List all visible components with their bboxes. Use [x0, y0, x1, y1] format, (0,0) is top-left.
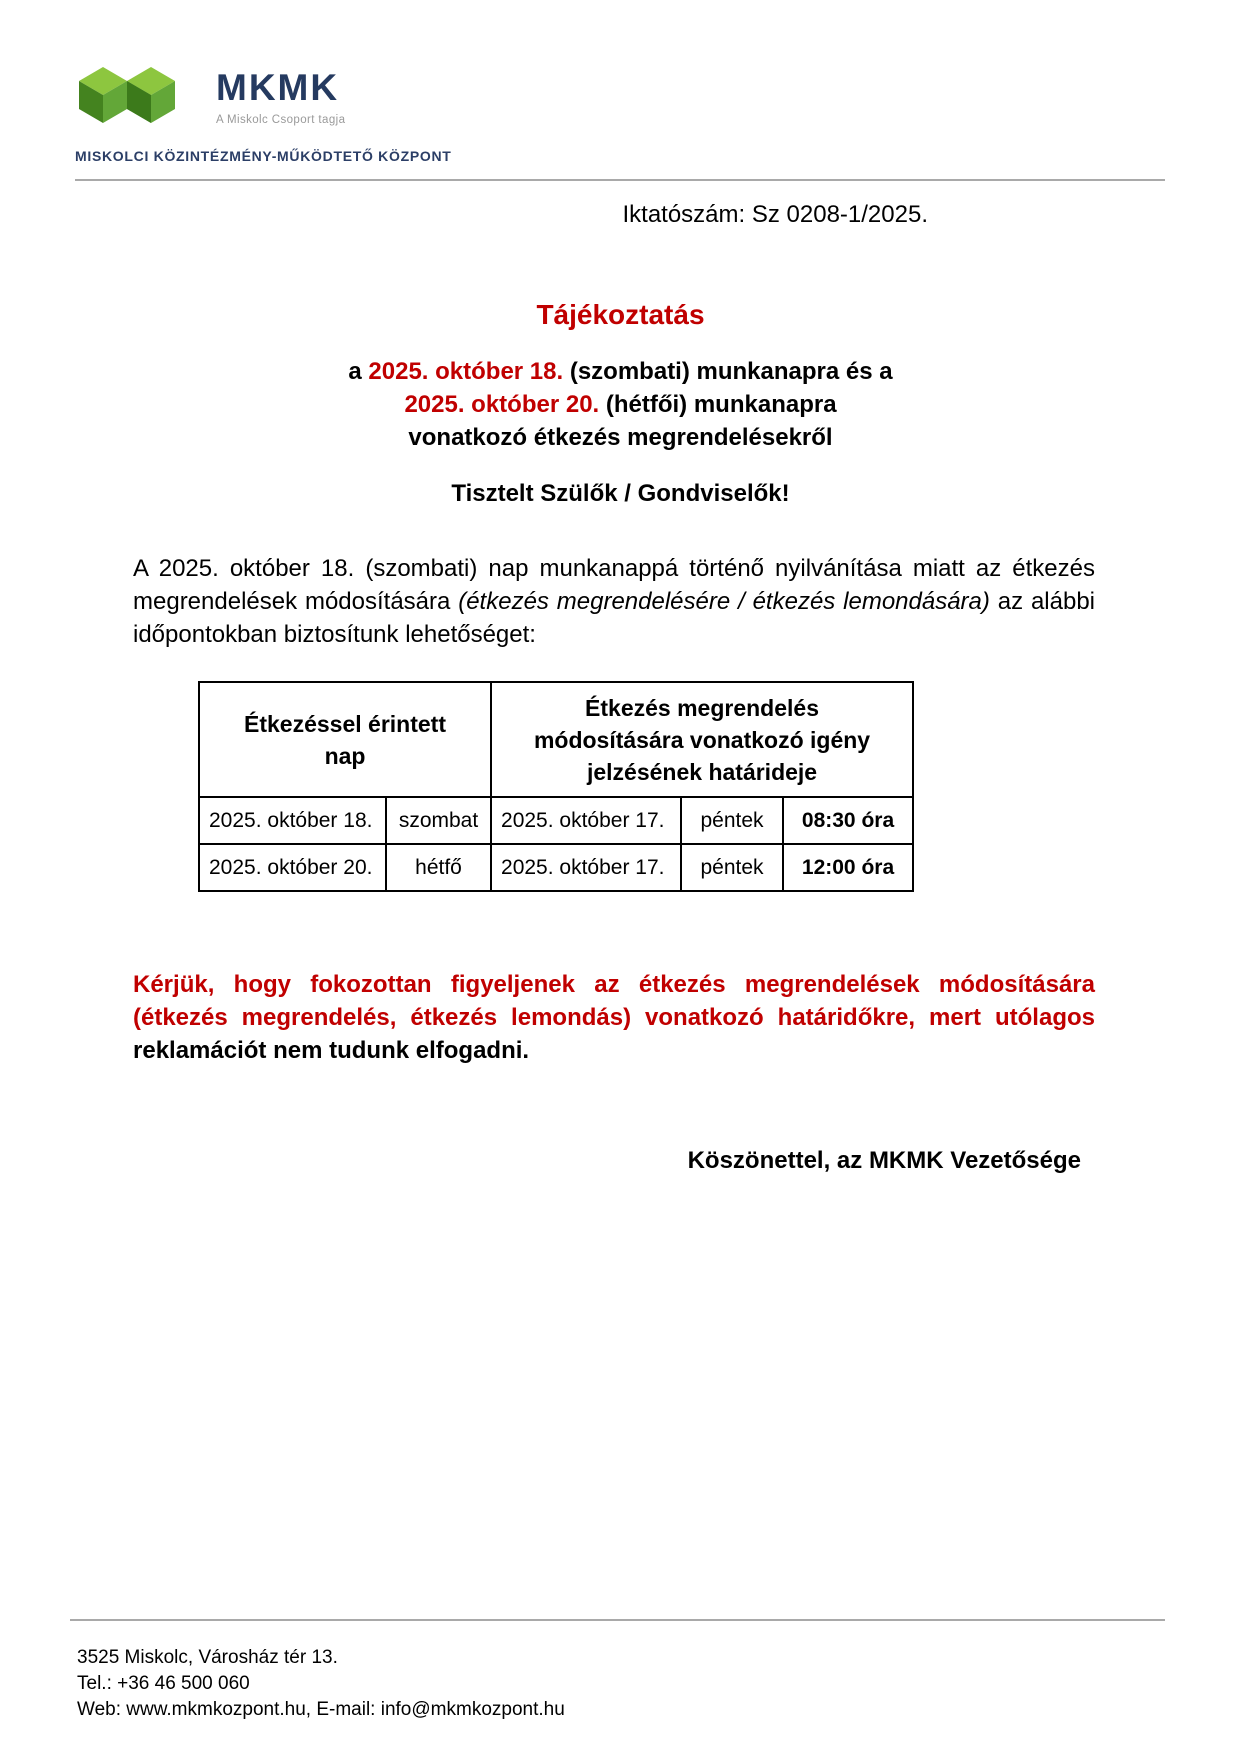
- salutation: Tisztelt Szülők / Gondviselők!: [451, 480, 790, 507]
- subtitle-line-1: [0, 355, 1241, 388]
- deadline-date-cell: 2025. október 17.: [491, 797, 681, 844]
- subtitle-line-2: [0, 388, 1241, 421]
- table-header-day: Étkezéssel érintett nap: [199, 682, 491, 797]
- footer-web-email: Web: www.mkmkozpont.hu, E-mail: info@mkmkozpont.hu: [77, 1699, 565, 1720]
- subtitle-text: (szombati) munkanapra és a: [563, 358, 893, 385]
- footer-phone: Tel.: +36 46 500 060: [77, 1673, 250, 1694]
- page-footer: [70, 1604, 1165, 1723]
- logo-row: [75, 60, 1165, 138]
- document-subtitle: [0, 355, 1241, 454]
- subtitle-text: (hétfői) munkanapra: [599, 391, 837, 418]
- document-title: Tájékoztatás: [536, 299, 705, 330]
- org-name: MISKOLCI KÖZINTÉZMÉNY-MŰKÖDTETŐ KÖZPONT: [75, 148, 452, 164]
- meal-date-cell: 2025. október 20.: [199, 844, 386, 891]
- subtitle-line-3: [0, 421, 1241, 454]
- table-header-row: [199, 682, 913, 797]
- deadline-time-cell: 12:00 óra: [783, 844, 913, 891]
- deadline-day-cell: péntek: [681, 844, 783, 891]
- table-row: [199, 844, 913, 891]
- intro-paragraph: [133, 552, 1095, 651]
- brand-name: MKMK: [216, 67, 340, 108]
- footer-text: [70, 1645, 1165, 1723]
- meal-date-cell: 2025. október 18.: [199, 797, 386, 844]
- reference-number: Iktatószám: Sz 0208-1/2025.: [622, 201, 928, 228]
- meal-day-cell: hétfő: [386, 844, 491, 891]
- deadline-day-cell: péntek: [681, 797, 783, 844]
- warning-black-text: reklamációt nem tudunk elfogadni.: [133, 1037, 530, 1064]
- intro-text: A 2025. október 18. (szombati) nap munkanappá történő nyilvánítása miatt az étkezés megrendelések módosítására: [133, 555, 1095, 615]
- subtitle-text: vonatkozó étkezés megrendelésekről: [408, 424, 833, 451]
- warning-paragraph: [133, 968, 1095, 1067]
- footer-address: 3525 Miskolc, Városház tér 13.: [77, 1647, 338, 1668]
- deadline-time-cell: 08:30 óra: [783, 797, 913, 844]
- deadline-date-cell: 2025. október 17.: [491, 844, 681, 891]
- meal-day-cell: szombat: [386, 797, 491, 844]
- intro-text: az alábbi időpontokban biztosítunk lehetőséget:: [133, 588, 1095, 648]
- table-row: [199, 797, 913, 844]
- intro-italic-text: (étkezés megrendelésére / étkezés lemondására): [458, 588, 990, 615]
- subtitle-date-red: 2025. október 20.: [404, 391, 600, 418]
- warning-red-text: Kérjük, hogy fokozottan figyeljenek az étkezés megrendelések módosítására (étkezés megrendelés, étkezés lemondás) vonatkozó határidőkre, mert utólagos: [133, 971, 1095, 1031]
- deadline-table: [198, 681, 914, 892]
- closing-signature: Köszönettel, az MKMK Vezetősége: [687, 1147, 1081, 1174]
- footer-divider: [70, 1619, 1165, 1621]
- brand-block: [216, 68, 345, 126]
- letterhead: [0, 0, 1241, 181]
- mkmk-logo-icon: [75, 60, 180, 138]
- header-divider: [75, 179, 1165, 181]
- brand-tagline: A Miskolc Csoport tagja: [216, 113, 346, 126]
- subtitle-date-red: 2025. október 18.: [368, 358, 564, 385]
- subtitle-text: a: [348, 358, 369, 385]
- table-header-deadline: Étkezés megrendelés módosítására vonatkozó igény jelzésének határideje: [491, 682, 913, 797]
